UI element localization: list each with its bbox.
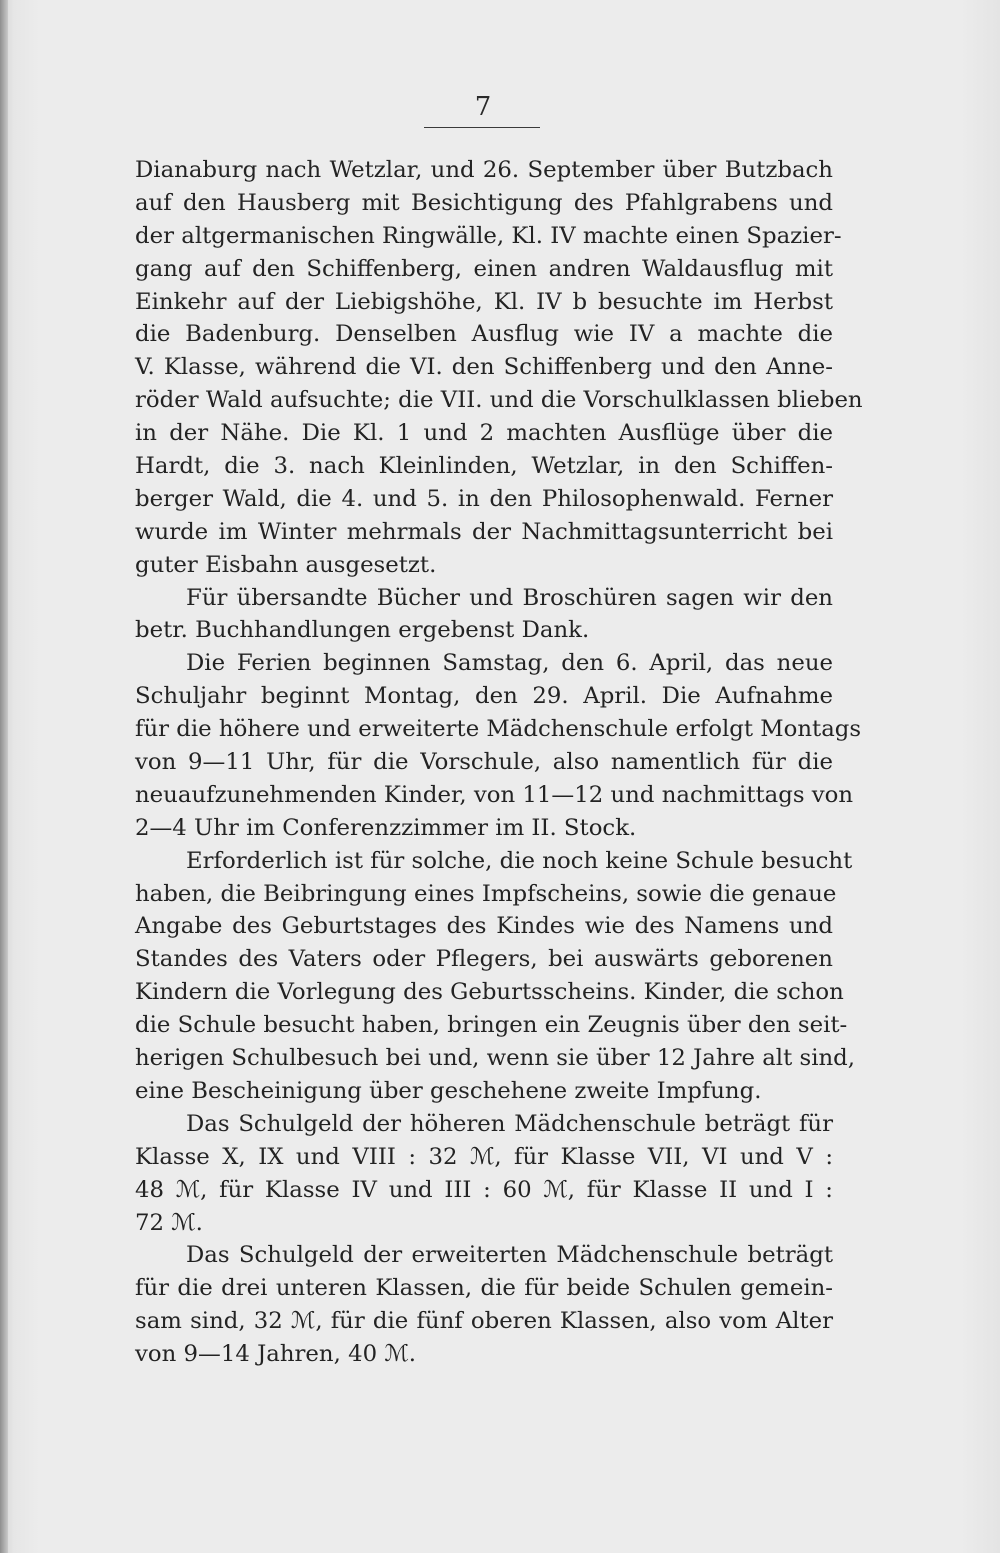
text-line: für die höhere und erweiterte Mädchenschule erfolgt Montags <box>135 716 862 743</box>
text-line: V. Klasse, während die VI. den Schiffenberg und den Anne- <box>135 354 833 381</box>
text-line: betr. Buchhandlungen ergebenst Dank. <box>135 617 590 644</box>
text-line: gang auf den Schiffenberg, einen andren Waldausflug mit <box>135 255 833 282</box>
paragraph-fees-higher <box>135 1108 833 1240</box>
text-line: eine Bescheinigung über geschehene zweite Impfung. <box>135 1077 762 1104</box>
text-line: Einkehr auf der Liebigshöhe, Kl. IV b besuchte im Herbst <box>135 288 833 315</box>
text-line: von 9—11 Uhr, für die Vorschule, also namentlich für die <box>135 749 833 776</box>
text-line: 72 ℳ. <box>135 1209 203 1236</box>
text-line: Kindern die Vorlegung des Geburtsscheins. Kinder, die schon <box>135 979 844 1006</box>
text-line: Für übersandte Bücher und Broschüren sagen wir den <box>186 584 833 611</box>
header-rule <box>424 127 540 128</box>
text-line: Dianaburg nach Wetzlar, und 26. September über Butzbach <box>135 157 833 183</box>
binding-edge <box>0 0 8 1553</box>
text-line: 48 ℳ, für Klasse IV und III : 60 ℳ, für Klasse II und I : <box>135 1176 833 1203</box>
text-line: Das Schulgeld der erweiterten Mädchenschule beträgt <box>186 1242 833 1269</box>
text-line: herigen Schulbesuch bei und, wenn sie über 12 Jahre alt sind, <box>135 1045 856 1072</box>
text-line: Standes des Vaters oder Pflegers, bei auswärts geborenen <box>135 946 833 973</box>
text-line: Angabe des Geburtstages des Kindes wie des Namens und <box>135 913 833 940</box>
paragraph-fees-extended <box>135 1239 833 1371</box>
text-line: Das Schulgeld der höheren Mädchenschule beträgt für <box>186 1110 833 1137</box>
text-line: auf den Hausberg mit Besichtigung des Pfahlgrabens und <box>135 189 833 216</box>
text-line: röder Wald aufsuchte; die VII. und die Vorschulklassen blieben <box>135 387 863 414</box>
paragraph-holidays <box>135 647 862 844</box>
text-line: guter Eisbahn ausgesetzt. <box>135 551 437 578</box>
text-line: von 9—14 Jahren, 40 ℳ. <box>135 1341 416 1368</box>
text-line: 2—4 Uhr im Conferenzzimmer im II. Stock. <box>135 814 637 841</box>
paragraph-thanks <box>135 582 833 648</box>
text-line: in der Nähe. Die Kl. 1 und 2 machten Ausflüge über die <box>135 420 833 447</box>
text-line: Erforderlich ist für solche, die noch keine Schule besucht <box>186 847 853 874</box>
text-line: Die Ferien beginnen Samstag, den 6. April, das neue <box>186 650 833 677</box>
text-line: Hardt, die 3. nach Kleinlinden, Wetzlar, in den Schiffen- <box>135 453 833 480</box>
body-text <box>135 154 863 1371</box>
text-line: berger Wald, die 4. und 5. in den Philosophenwald. Ferner <box>135 485 833 512</box>
text-line: die Badenburg. Denselben Ausflug wie IV a machte die <box>135 321 833 348</box>
text-line: neuaufzunehmenden Kinder, von 11—12 und nachmittags von <box>135 781 854 808</box>
paragraph-requirements <box>135 845 856 1108</box>
text-line: Klasse X, IX und VIII : 32 ℳ, für Klasse VII, VI und V : <box>135 1143 833 1170</box>
paragraph-excursions <box>135 154 863 582</box>
text-line: Schuljahr beginnt Montag, den 29. April. Die Aufnahme <box>135 683 833 710</box>
text-line: haben, die Beibringung eines Impfscheins, sowie die genaue <box>135 880 837 907</box>
text-line: wurde im Winter mehrmals der Nachmittagsunterricht bei <box>135 518 833 545</box>
page-number: 7 <box>474 92 492 122</box>
text-line: die Schule besucht haben, bringen ein Zeugnis über den seit- <box>135 1012 848 1039</box>
text-line: der altgermanischen Ringwälle, Kl. IV machte einen Spazier- <box>135 222 842 249</box>
text-line: sam sind, 32 ℳ, für die fünf oberen Klassen, also vom Alter <box>135 1308 833 1335</box>
text-line: für die drei unteren Klassen, die für beide Schulen gemein- <box>135 1275 833 1302</box>
